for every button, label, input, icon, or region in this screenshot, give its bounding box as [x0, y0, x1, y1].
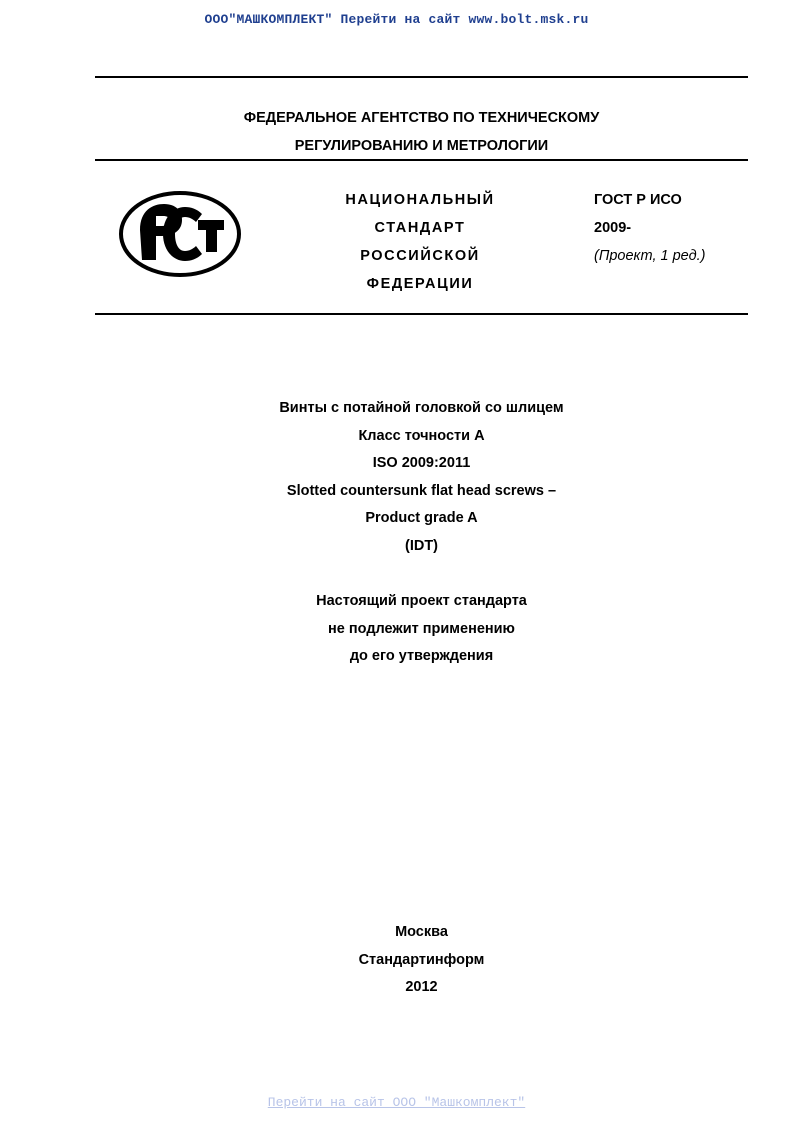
imprint-year: 2012 — [405, 979, 438, 995]
publication-imprint — [95, 919, 748, 1002]
agency-name — [95, 104, 748, 160]
title-line-2: Класс точности А — [358, 427, 485, 444]
gost-edition: (Проект, 1 ред.) — [594, 248, 706, 264]
title-line-4: Slotted countersunk flat head screws – — [286, 482, 557, 499]
agency-line-2: РЕГУЛИРОВАНИЮ И МЕТРОЛОГИИ — [294, 138, 549, 154]
notice-line-2: не подлежит применению — [328, 620, 515, 637]
title-line-5: Product grade A — [365, 510, 478, 526]
gost-code: ГОСТ Р ИСО — [594, 192, 682, 208]
gost-number: 2009- — [594, 220, 632, 236]
draft-notice — [95, 588, 748, 671]
gost-designation — [594, 186, 754, 270]
national-standard-label — [320, 186, 520, 298]
agency-line-1: ФЕДЕРАЛЬНОЕ АГЕНТСТВО ПО ТЕХНИЧЕСКОМУ — [243, 110, 600, 126]
notice-line-1: Настоящий проект стандарта — [316, 593, 527, 609]
document-title — [95, 395, 748, 560]
imprint-publisher: Стандартинформ — [358, 951, 485, 968]
title-line-1: Винты с потайной головкой со шлицем — [279, 400, 564, 416]
title-line-3: ISO 2009:2011 — [372, 455, 471, 471]
national-line-4: ФЕДЕРАЦИИ — [366, 276, 474, 292]
national-line-1: НАЦИОНАЛЬНЫЙ — [345, 192, 495, 208]
divider-middle — [95, 159, 748, 161]
national-line-3: РОССИЙСКОЙ — [360, 248, 480, 264]
notice-line-3: до его утверждения — [349, 648, 494, 664]
title-line-6: (IDT) — [404, 537, 438, 554]
divider-top — [95, 76, 748, 78]
rst-certification-mark-icon — [118, 190, 242, 278]
imprint-city: Москва — [395, 924, 448, 940]
national-line-2: СТАНДАРТ — [374, 220, 466, 236]
divider-bottom — [95, 313, 748, 315]
header-banner-link[interactable]: ООО"МАШКОМПЛЕКТ" Перейти на сайт www.bolt.msk.ru — [204, 12, 589, 27]
footer-site-link[interactable]: Перейти на сайт ООО "Машкомплект" — [267, 1095, 526, 1110]
